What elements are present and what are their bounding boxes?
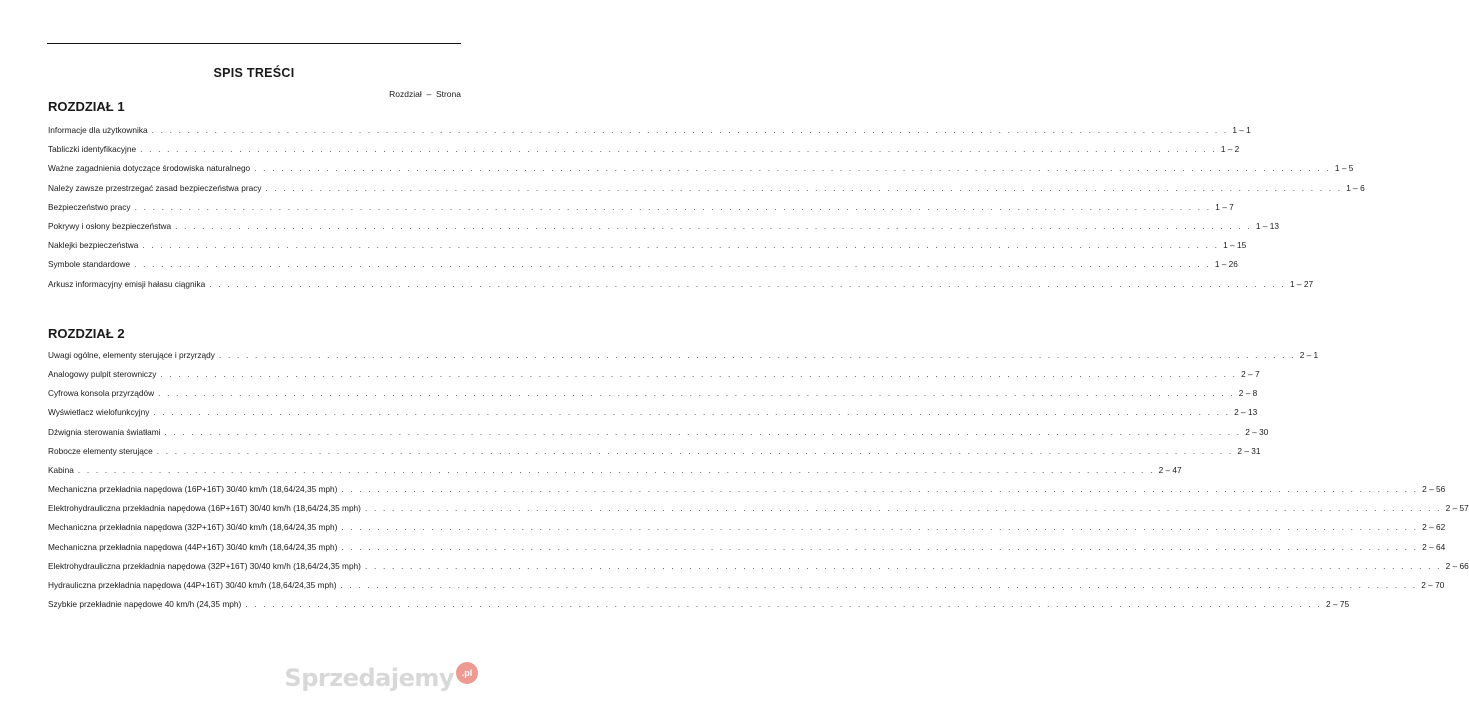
toc-entry-label: Mechaniczna przekładnia napędowa (16P+16T) 30/40 km/h (18,64/24,35 mph) xyxy=(48,484,338,495)
toc-entry xyxy=(48,502,1469,514)
toc-entry xyxy=(48,258,1238,270)
toc-entry-label: Hydrauliczna przekładnia napędowa (44P+16T) 30/40 km/h (18,64/24,35 mph) xyxy=(48,579,337,590)
toc-entry xyxy=(48,445,1261,457)
toc-entry-label: Analogowy pulpit sterowniczy xyxy=(48,369,157,380)
toc-dot-leader: . . . . . . . . . . . . . . . . . . . . . . . . . . . . . . . . . . . . . . . . . . . . . . . . . . . . . . . . . . . . . . . . . . . . . . . . . . . . . . . . . . . . . . . . . . . . . . . . . . . . . . . . . . . . . . . . . . . . . . . . xyxy=(218,350,1296,360)
toc-entry-label: Cyfrowa konsola przyrządów xyxy=(48,388,155,399)
toc-entry-label: Dźwignia sterowania światłami xyxy=(48,426,161,437)
toc-entry-label: Tabliczki identyfikacyjne xyxy=(48,144,137,155)
toc-entry-page: 2 – 62 xyxy=(1422,522,1446,533)
toc-entry xyxy=(48,483,1446,495)
column-header: Rozdział – Strona xyxy=(389,89,461,99)
toc-dot-leader: . . . . . . . . . . . . . . . . . . . . . . . . . . . . . . . . . . . . . . . . . . . . . . . . . . . . . . . . . . . . . . . . . . . . . . . . . . . . . . . . . . . . . . . . . . . . . . . . . . . . . . . . . . . . . . . . . . . . . . . . xyxy=(340,579,1418,590)
toc-entry-page: 2 – 56 xyxy=(1422,484,1446,495)
toc-entry xyxy=(48,579,1445,591)
toc-entry-label: Pokrywy i osłony bezpieczeństwa xyxy=(48,221,172,231)
toc-entry-page: 2 – 7 xyxy=(1241,369,1260,380)
toc-entry-page: 2 – 70 xyxy=(1421,579,1445,590)
toc-entry-page: 1 – 2 xyxy=(1220,144,1240,155)
toc-entry xyxy=(48,521,1446,533)
chapter-heading-1: ROZDZIAŁ 1 xyxy=(48,99,125,114)
toc-entry xyxy=(48,464,1182,476)
chapter-heading-2: ROZDZIAŁ 2 xyxy=(48,326,125,341)
toc-entry-label: Mechaniczna przekładnia napędowa (32P+16T) 30/40 km/h (18,64/24,35 mph) xyxy=(48,522,338,533)
toc-entry xyxy=(48,143,1240,155)
toc-entry-page: 1 – 6 xyxy=(1346,182,1365,193)
watermark-text: Sprzedajemy xyxy=(284,664,454,692)
toc-dot-leader: . . . . . . . . . . . . . . . . . . . . . . . . . . . . . . . . . . . . . . . . . . . . . . . . . . . . . . . . . . . . . . . . . . . . . . . . . . . . . . . . . . . . . . . . . . . . . . . . . . . . . . . . . . . . . . . . . . . . . . . . xyxy=(341,541,1419,552)
toc-dot-leader: . . . . . . . . . . . . . . . . . . . . . . . . . . . . . . . . . . . . . . . . . . . . . . . . . . . . . . . . . . . . . . . . . . . . . . . . . . . . . . . . . . . . . . . . . . . . . . . . . . . . . . . . . . . . . . . . . . . . . . . . xyxy=(245,598,1322,609)
toc-entry-label: Naklejki bezpieczeństwa xyxy=(48,240,139,251)
toc-entry-label: Należy zawsze przestrzegać zasad bezpieczeństwa pracy xyxy=(48,182,262,193)
toc-entry xyxy=(48,426,1269,438)
toc-entry-page: 1 – 27 xyxy=(1289,278,1314,289)
toc-dot-leader: . . . . . . . . . . . . . . . . . . . . . . . . . . . . . . . . . . . . . . . . . . . . . . . . . . . . . . . . . . . . . . . . . . . . . . . . . . . . . . . . . . . . . . . . . . . . . . . . . . . . . . . . . . . . . . . . . . . . . . . . xyxy=(175,221,1252,231)
toc-dot-leader: . . . . . . . . . . . . . . . . . . . . . . . . . . . . . . . . . . . . . . . . . . . . . . . . . . . . . . . . . . . . . . . . . . . . . . . . . . . . . . . . . . . . . . . . . . . . . . . . . . . . . . . . . . . . . . . . . . . . . . . . xyxy=(134,201,1212,212)
toc-entry-label: Uwagi ogólne, elementy sterujące i przyrządy xyxy=(48,350,215,360)
toc-entry-label: Robocze elementy sterujące xyxy=(48,445,153,456)
toc-entry xyxy=(48,349,1319,361)
toc-entry-page: 2 – 8 xyxy=(1238,388,1258,399)
toc-entry-page: 2 – 57 xyxy=(1445,503,1469,514)
toc-entry-page: 2 – 75 xyxy=(1325,598,1350,609)
toc-dot-leader: . . . . . . . . . . . . . . . . . . . . . . . . . . . . . . . . . . . . . . . . . . . . . . . . . . . . . . . . . . . . . . . . . . . . . . . . . . . . . . . . . . . . . . . . . . . . . . . . . . . . . . . . . . . . . . . . . . . . . . . . xyxy=(254,163,1331,174)
toc-dot-leader: . . . . . . . . . . . . . . . . . . . . . . . . . . . . . . . . . . . . . . . . . . . . . . . . . . . . . . . . . . . . . . . . . . . . . . . . . . . . . . . . . . . . . . . . . . . . . . . . . . . . . . . . . . . . . . . . . . . . . . . . xyxy=(160,369,1238,380)
toc-dot-leader: . . . . . . . . . . . . . . . . . . . . . . . . . . . . . . . . . . . . . . . . . . . . . . . . . . . . . . . . . . . . . . . . . . . . . . . . . . . . . . . . . . . . . . . . . . . . . . . . . . . . . . . . . . . . . . . . . . . . . . . . xyxy=(134,259,1211,270)
toc-entry-page: 2 – 13 xyxy=(1234,407,1258,418)
toc-entry-page: 1 – 15 xyxy=(1223,240,1247,251)
toc-entry-label: Arkusz informacyjny emisji hałasu ciągnika xyxy=(48,278,206,289)
toc-dot-leader: . . . . . . . . . . . . . . . . . . . . . . . . . . . . . . . . . . . . . . . . . . . . . . . . . . . . . . . . . . . . . . . . . . . . . . . . . . . . . . . . . . . . . . . . . . . . . . . . . . . . . . . . . . . . . . . . . . . . . . . . xyxy=(142,240,1220,251)
toc-entry-page: 1 – 1 xyxy=(1232,125,1251,135)
toc-entry xyxy=(48,406,1258,418)
toc-entry-page: 2 – 47 xyxy=(1158,464,1182,475)
toc-entry xyxy=(48,598,1350,610)
toc-entry-label: Elektrohydrauliczna przekładnia napędowa (32P+16T) 30/40 km/h (18,64/24,35 mph) xyxy=(48,560,361,571)
toc-entry xyxy=(48,162,1354,174)
toc-entry-label: Mechaniczna przekładnia napędowa (44P+16T) 30/40 km/h (18,64/24,35 mph) xyxy=(48,541,338,552)
toc-entry-page: 1 – 5 xyxy=(1334,163,1354,174)
toc-entry xyxy=(48,201,1234,213)
toc-entry xyxy=(48,560,1469,572)
toc-entry xyxy=(48,278,1314,290)
toc-dot-leader: . . . . . . . . . . . . . . . . . . . . . . . . . . . . . . . . . . . . . . . . . . . . . . . . . . . . . . . . . . . . . . . . . . . . . . . . . . . . . . . . . . . . . . . . . . . . . . . . . . . . . . . . . . . . . . . . . . . . . . . . xyxy=(151,125,1229,135)
toc-entry-label: Kabina xyxy=(48,464,74,475)
watermark-badge: .pl xyxy=(456,662,478,684)
watermark-logo xyxy=(284,664,478,692)
toc-entry xyxy=(48,220,1279,232)
toc-entry-page: 2 – 64 xyxy=(1422,541,1446,552)
toc-dot-leader: . . . . . . . . . . . . . . . . . . . . . . . . . . . . . . . . . . . . . . . . . . . . . . . . . . . . . . . . . . . . . . . . . . . . . . . . . . . . . . . . . . . . . . . . . . . . . . . . . . . . . . . . . . . . . . . . . . . . . . . . xyxy=(341,484,1419,495)
toc-entry-page: 2 – 30 xyxy=(1245,426,1269,437)
toc-dot-leader: . . . . . . . . . . . . . . . . . . . . . . . . . . . . . . . . . . . . . . . . . . . . . . . . . . . . . . . . . . . . . . . . . . . . . . . . . . . . . . . . . . . . . . . . . . . . . . . . . . . . . . . . . . . . . . . . . . . . . . . . xyxy=(265,182,1343,193)
toc-dot-leader: . . . . . . . . . . . . . . . . . . . . . . . . . . . . . . . . . . . . . . . . . . . . . . . . . . . . . . . . . . . . . . . . . . . . . . . . . . . . . . . . . . . . . . . . . . . . . . . . . . . . . . . . . . . . . . . . . . . . . . . . xyxy=(364,503,1442,514)
toc-entry xyxy=(48,182,1365,194)
toc-dot-leader: . . . . . . . . . . . . . . . . . . . . . . . . . . . . . . . . . . . . . . . . . . . . . . . . . . . . . . . . . . . . . . . . . . . . . . . . . . . . . . . . . . . . . . . . . . . . . . . . . . . . . . . . . . . . . . . . . . . . . . . . xyxy=(158,388,1235,399)
toc-dot-leader: . . . . . . . . . . . . . . . . . . . . . . . . . . . . . . . . . . . . . . . . . . . . . . . . . . . . . . . . . . . . . . . . . . . . . . . . . . . . . . . . . . . . . . . . . . . . . . . . . . . . . . . . . . . . . . . . . . . . . . . . xyxy=(153,407,1231,418)
toc-dot-leader: . . . . . . . . . . . . . . . . . . . . . . . . . . . . . . . . . . . . . . . . . . . . . . . . . . . . . . . . . . . . . . . . . . . . . . . . . . . . . . . . . . . . . . . . . . . . . . . . . . . . . . . . . . . . . . . . . . . . . . . . xyxy=(209,278,1286,289)
toc-entry-label: Szybkie przekładnie napędowe 40 km/h (24,35 mph) xyxy=(48,598,242,609)
toc-dot-leader: . . . . . . . . . . . . . . . . . . . . . . . . . . . . . . . . . . . . . . . . . . . . . . . . . . . . . . . . . . . . . . . . . . . . . . . . . . . . . . . . . . . . . . . . . . . . . . . . . . . . . . . . . . . . . . . . . . . . . . . . xyxy=(140,144,1217,155)
toc-entry-page: 2 – 1 xyxy=(1299,350,1319,360)
toc-entry xyxy=(48,239,1247,251)
toc-entry xyxy=(48,368,1260,380)
toc-entry-page: 2 – 31 xyxy=(1237,445,1261,456)
toc-entry-page: 1 – 7 xyxy=(1215,201,1234,212)
toc-dot-leader: . . . . . . . . . . . . . . . . . . . . . . . . . . . . . . . . . . . . . . . . . . . . . . . . . . . . . . . . . . . . . . . . . . . . . . . . . . . . . . . . . . . . . . . . . . . . . . . . . . . . . . . . . . . . . . . . . . . . . . . . xyxy=(364,560,1442,571)
page-title: SPIS TREŚCI xyxy=(213,66,295,80)
toc-dot-leader: . . . . . . . . . . . . . . . . . . . . . . . . . . . . . . . . . . . . . . . . . . . . . . . . . . . . . . . . . . . . . . . . . . . . . . . . . . . . . . . . . . . . . . . . . . . . . . . . . . . . . . . . . . . . . . . . . . . . . . . . xyxy=(77,464,1155,475)
toc-dot-leader: . . . . . . . . . . . . . . . . . . . . . . . . . . . . . . . . . . . . . . . . . . . . . . . . . . . . . . . . . . . . . . . . . . . . . . . . . . . . . . . . . . . . . . . . . . . . . . . . . . . . . . . . . . . . . . . . . . . . . . . . xyxy=(164,426,1242,437)
toc-entry-label: Ważne zagadnienia dotyczące środowiska naturalnego xyxy=(48,163,251,174)
toc-entry-page: 1 – 13 xyxy=(1255,221,1279,231)
toc-dot-leader: . . . . . . . . . . . . . . . . . . . . . . . . . . . . . . . . . . . . . . . . . . . . . . . . . . . . . . . . . . . . . . . . . . . . . . . . . . . . . . . . . . . . . . . . . . . . . . . . . . . . . . . . . . . . . . . . . . . . . . . . xyxy=(156,445,1234,456)
toc-dot-leader: . . . . . . . . . . . . . . . . . . . . . . . . . . . . . . . . . . . . . . . . . . . . . . . . . . . . . . . . . . . . . . . . . . . . . . . . . . . . . . . . . . . . . . . . . . . . . . . . . . . . . . . . . . . . . . . . . . . . . . . . xyxy=(341,522,1419,533)
toc-entry-page: 2 – 66 xyxy=(1445,560,1469,571)
toc-entry-label: Wyświetlacz wielofunkcyjny xyxy=(48,407,150,418)
toc-entry xyxy=(48,541,1446,553)
toc-entry-label: Informacje dla użytkownika xyxy=(48,125,148,135)
toc-entry-label: Symbole standardowe xyxy=(48,259,131,270)
toc-entry-label: Bezpieczeństwo pracy xyxy=(48,201,131,212)
top-rule xyxy=(47,43,461,44)
toc-entry xyxy=(48,387,1258,399)
toc-entry xyxy=(48,124,1251,136)
toc-entry-page: 1 – 26 xyxy=(1214,259,1238,270)
toc-entry-label: Elektrohydrauliczna przekładnia napędowa (16P+16T) 30/40 km/h (18,64/24,35 mph) xyxy=(48,503,361,514)
